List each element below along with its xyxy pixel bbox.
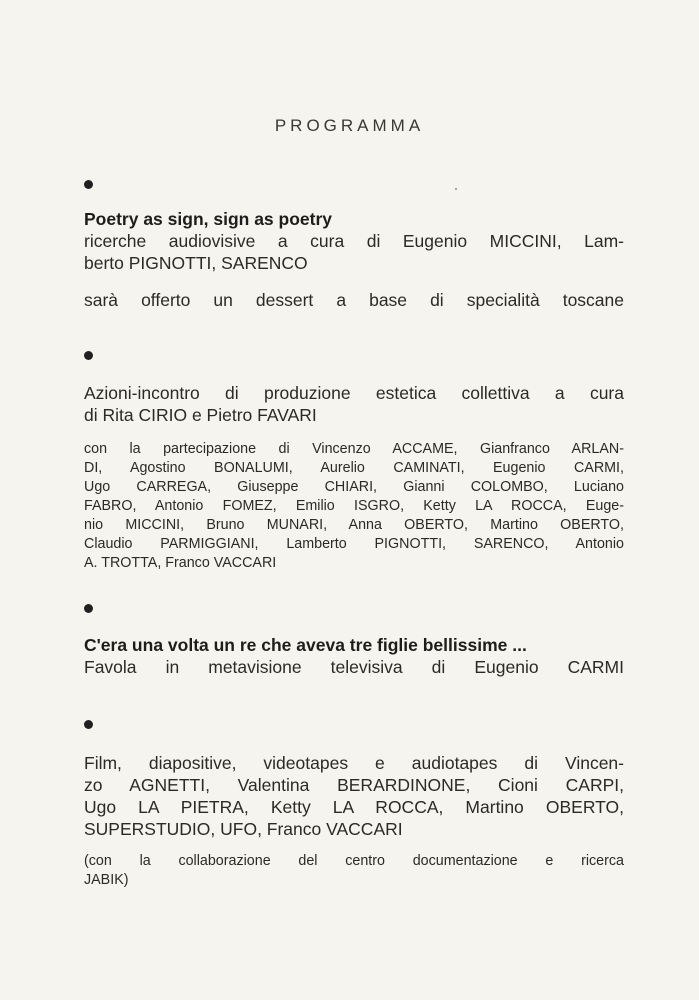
participants-line: A. TROTTA, Franco VACCARI xyxy=(84,555,277,571)
participants-line: Ugo CARREGA, Giuseppe CHIARI, Gianni COLOMBO, Luciano xyxy=(84,479,624,495)
section-film xyxy=(84,752,624,890)
section-line: di Rita CIRIO e Pietro FAVARI xyxy=(84,405,317,425)
section-line: Azioni-incontro di produzione estetica collettiva a cura xyxy=(84,383,624,403)
participants-line: nio MICCINI, Bruno MUNARI, Anna OBERTO, Martino OBERTO, xyxy=(84,517,624,533)
collaboration-note: JABIK) xyxy=(84,872,129,888)
section-heading: C'era una volta un re che aveva tre figlie bellissime ... xyxy=(84,635,527,655)
bullet-icon xyxy=(84,720,93,729)
section-line: Favola in metavisione televisiva di Eugenio CARMI xyxy=(84,657,624,677)
participants-line: FABRO, Antonio FOMEZ, Emilio ISGRO, Ketty LA ROCCA, Euge- xyxy=(84,498,624,514)
section-line: ricerche audiovisive a cura di Eugenio MICCINI, Lam- xyxy=(84,231,624,251)
bullet-icon xyxy=(84,180,93,189)
participants-line: Claudio PARMIGGIANI, Lamberto PIGNOTTI, SARENCO, Antonio xyxy=(84,536,624,552)
paper-speck xyxy=(455,188,457,190)
bullet-icon xyxy=(84,604,93,613)
section-note: sarà offerto un dessert a base di specialità toscane xyxy=(84,290,624,310)
section-azioni xyxy=(84,382,624,573)
section-line: zo AGNETTI, Valentina BERARDINONE, Cioni CARPI, xyxy=(84,775,624,795)
bullet-icon xyxy=(84,351,93,360)
collaboration-note: (con la collaborazione del centro documentazione e ricerca xyxy=(84,853,624,869)
section-line: SUPERSTUDIO, UFO, Franco VACCARI xyxy=(84,819,403,839)
section-poetry xyxy=(84,208,624,311)
section-heading: Poetry as sign, sign as poetry xyxy=(84,209,332,229)
participants-line: DI, Agostino BONALUMI, Aurelio CAMINATI, Eugenio CARMI, xyxy=(84,460,624,476)
participants-line: con la partecipazione di Vincenzo ACCAME, Gianfranco ARLAN- xyxy=(84,441,624,457)
page-title: PROGRAMMA xyxy=(274,116,425,135)
section-line: Film, diapositive, videotapes e audiotapes di Vincen- xyxy=(84,753,624,773)
section-favola xyxy=(84,634,624,678)
section-line: Ugo LA PIETRA, Ketty LA ROCCA, Martino OBERTO, xyxy=(84,797,624,817)
section-line: berto PIGNOTTI, SARENCO xyxy=(84,253,308,273)
